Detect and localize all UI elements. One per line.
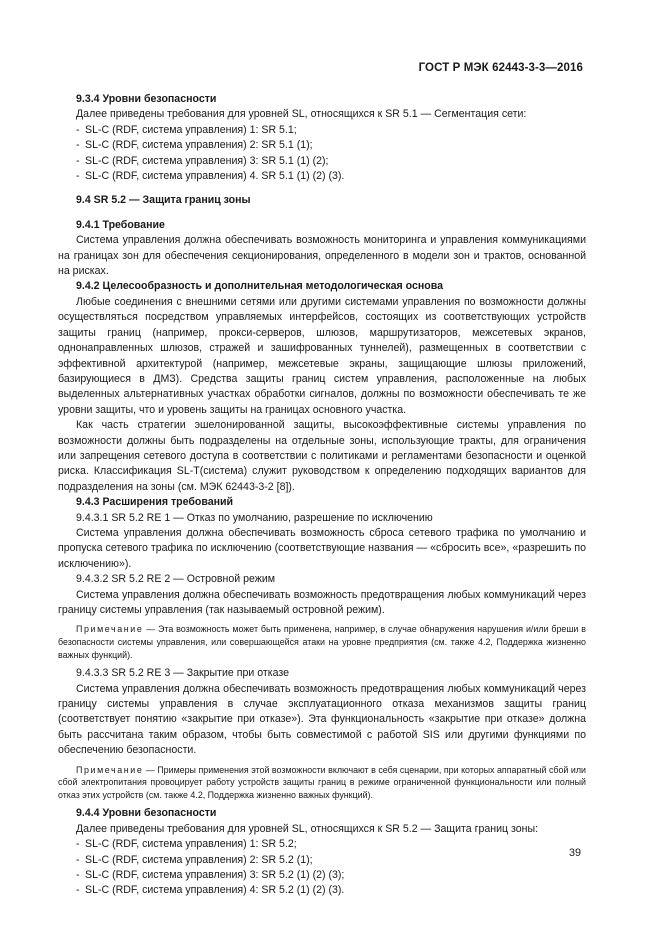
heading-9-4-1: 9.4.1 Требование	[76, 218, 165, 231]
heading-9-4-3: 9.4.3 Расширения требований	[76, 496, 234, 509]
page-content	[58, 92, 586, 899]
paragraph-9-3-4-intro: Далее приведены требования для уровней SL, относящихся к SR 5.1 — Сегментация сети:	[76, 108, 527, 121]
list-item: - SL-C (RDF, система управления) 4: SR 5.2 (1) (2) (3).	[58, 883, 586, 898]
heading-9-3-4: 9.3.4 Уровни безопасности	[76, 93, 217, 105]
note-text: — Эта возможность может быть применена, например, в случае обнаружения нарушения и/или бреши в безопасности системы управления, или совершающейся атаки на уровне предприятия (см. также 4.2, Поддержка жизненно важных функций).	[58, 624, 586, 660]
note-label: Примечание	[76, 624, 144, 635]
note-text: — Примеры применения этой возможности включают в себя сценарии, при которых аппаратный сбой или сбой электропитания провоцирует работу устройств защиты границ в режиме ограниченной функциональности или полный отказ этих устройств (см. также 4.2, Поддержка жизненно важных функций).	[58, 764, 586, 800]
paragraph-9-4-2-1: Любые соединения с внешними сетями или другими системами управления по возможности должны осуществляться посредством управляемых интерфейсов, состоящих из соответствующих устройств защиты границ (например, прокси-серверов, шлюзов, маршрутизаторов, межсетевых экранов, однонаправленных шлюзов, стражей и зашифрованных туннелей), размещенных в соответствии с эффективной архитектурой (например, межсетевые экраны, защищающие шлюзы приложений, базирующиеся в ДМЗ). Средства защиты границ систем управления, расположенные на любых выделенных альтернативных участках обработки сигналов, должны по возможности обеспечивать те же уровни защиты, что и уровень защиты на границах основного участка.	[58, 295, 586, 416]
note-label: Примечание	[76, 764, 144, 775]
heading-9-4-2: 9.4.2 Целесообразность и дополнительная методологическая основа	[76, 280, 443, 293]
heading-9-4-3-1: 9.4.3.1 SR 5.2 RE 1 — Отказ по умолчанию, разрешение по исключению	[76, 511, 433, 524]
paragraph-9-4-4-intro: Далее приведены требования для уровней SL, относящихся к SR 5.2 — Защита границ зоны:	[76, 822, 539, 835]
page-number: 39	[568, 847, 581, 859]
list-item: - SL-C (RDF, система управления) 2: SR 5.2 (1);	[58, 853, 586, 868]
document-header: ГОСТ Р МЭК 62443-3-3—2016	[418, 62, 583, 74]
list-9-3-4	[58, 123, 586, 185]
list-item: - SL-C (RDF, система управления) 2: SR 5.1 (1);	[58, 138, 586, 153]
paragraph-9-4-3-3: Система управления должна обеспечивать возможность предотвращения любых коммуникаций через границу системы управления в случае эксплуатационного отказа механизмов защиты границ (соответствует понятию «закрытие при отказе»). Эта функциональность «закрытие при отказе» должна быть рассчитана таким образом, чтобы быть совместимой с работой SIS или другими функциями по обеспечению безопасности.	[58, 682, 586, 757]
heading-9-4-4: 9.4.4 Уровни безопасности	[76, 807, 217, 820]
paragraph-9-4-3-1: Система управления должна обеспечивать возможность сброса сетевого трафика по умолчанию и пропуска сетевого трафика по исключению (соответствующие названия — «сбросить все», «разрешить по исключению»).	[58, 526, 586, 570]
note-2	[58, 764, 586, 802]
paragraph-9-4-3-2: Система управления должна обеспечивать возможность предотвращения любых коммуникаций через границу системы управления (так называемый островной режим).	[58, 588, 586, 616]
list-item: - SL-C (RDF, система управления) 3: SR 5.1 (1) (2);	[58, 154, 586, 169]
heading-9-4: 9.4 SR 5.2 — Защита границ зоны	[76, 194, 251, 207]
heading-9-4-3-2: 9.4.3.2 SR 5.2 RE 2 — Островной режим	[76, 573, 276, 586]
list-item: - SL-C (RDF, система управления) 4. SR 5.1 (1) (2) (3).	[58, 169, 586, 184]
paragraph-9-4-2-2: Как часть стратегии эшелонированной защиты, высокоэффективные системы управления по возможности должны быть подразделены на отдельные зоны, использующие тракты, для ограничения или запрещения сетевого доступа в соответствии с политиками и регламентами безопасности и оценкой риска. Классификация SL-T(система) служит руководством к определению подходящих вариантов для подразделения на зоны (см. МЭК 62443-3-2 [8]).	[58, 419, 586, 493]
note-1	[58, 623, 586, 661]
paragraph-9-4-1: Система управления должна обеспечивать возможность мониторинга и управления коммуникациями на границах зон для обеспечения секционирования, определенного в модели зон и трактов, основанной на рисках.	[58, 234, 586, 278]
list-item: - SL-C (RDF, система управления) 3: SR 5.2 (1) (2) (3);	[58, 868, 586, 883]
list-9-4-4	[58, 837, 586, 899]
list-item: - SL-C (RDF, система управления) 1: SR 5.2;	[58, 837, 586, 852]
list-item: - SL-C (RDF, система управления) 1: SR 5.1;	[58, 123, 586, 138]
heading-9-4-3-3: 9.4.3.3 SR 5.2 RE 3 — Закрытие при отказе	[76, 667, 290, 680]
